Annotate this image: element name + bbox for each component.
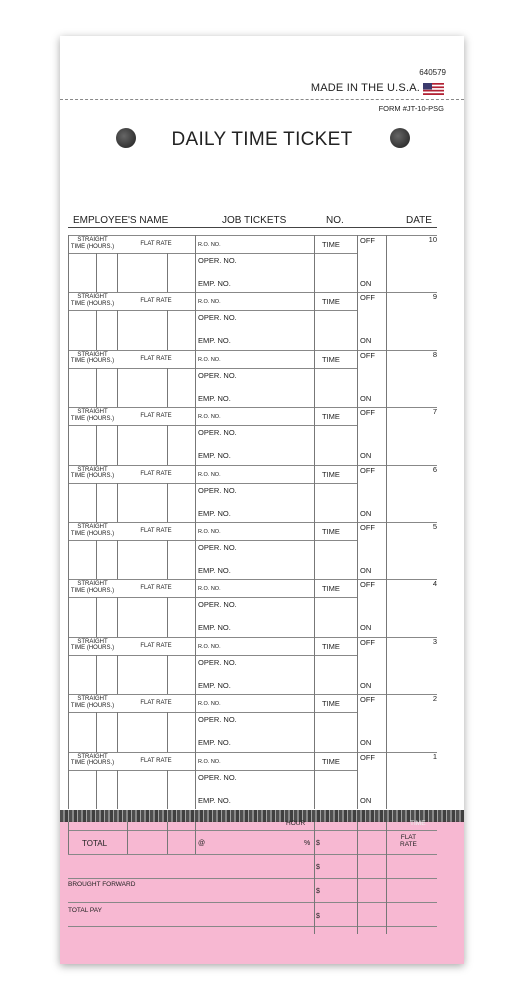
row-col-line — [386, 465, 387, 522]
row-mid-line — [195, 253, 357, 254]
oper-no-label: OPER. NO. — [198, 313, 237, 323]
ro-no-label: R.O. NO. — [198, 299, 221, 306]
straight-time-label: STRAIGHT TIME (HOURS.) — [70, 466, 115, 480]
row-mid-line — [195, 368, 357, 369]
row-col-line — [357, 292, 358, 349]
row-col-line — [96, 253, 97, 292]
row-col-line — [167, 425, 168, 464]
row-top-line — [68, 579, 437, 580]
row-col-line — [117, 483, 118, 522]
row-col-line — [117, 712, 118, 751]
row-col-line — [117, 310, 118, 349]
row-col-line — [386, 235, 387, 292]
time-label: TIME — [322, 641, 340, 651]
row-top-line — [68, 407, 437, 408]
summary-line — [68, 854, 437, 855]
row-col-line — [314, 235, 315, 292]
job-tickets-header: JOB TICKETS — [222, 215, 287, 226]
summary-col-line — [127, 822, 128, 854]
row-top-line — [68, 292, 437, 293]
row-col-line — [117, 770, 118, 809]
ro-no-label: R.O. NO. — [198, 643, 221, 650]
ro-no-label: R.O. NO. — [198, 471, 221, 478]
off-label: OFF — [360, 523, 375, 532]
summary-col-line — [314, 854, 315, 934]
off-label: OFF — [360, 465, 375, 475]
emp-no-label: EMP. NO. — [198, 623, 231, 633]
summary-line — [68, 830, 437, 831]
row-mid-line — [195, 483, 357, 484]
row-col-line — [96, 425, 97, 464]
off-label: OFF — [360, 752, 375, 762]
row-col-line — [96, 540, 97, 579]
row-col-line — [195, 752, 196, 809]
straight-time-label: STRAIGHT TIME (HOURS.) — [70, 409, 115, 422]
flat-rate-label: FLAT RATE — [140, 241, 172, 247]
row-col-line — [167, 368, 168, 407]
flat-rate-label: FLAT RATE — [140, 298, 172, 305]
on-label: ON — [360, 680, 372, 690]
on-label: ON — [360, 336, 372, 346]
flat-rate-label: FLAT RATE — [140, 757, 172, 764]
emp-no-label: EMP. NO. — [198, 738, 231, 748]
total-pay-label: TOTAL PAY — [68, 907, 102, 914]
off-label: OFF — [360, 637, 375, 647]
row-number: 4 — [432, 579, 437, 589]
row-col-line — [96, 368, 97, 407]
row-col-line — [167, 597, 168, 636]
time-label: TIME — [322, 527, 340, 536]
row-top-line — [68, 350, 437, 351]
row-col-line — [357, 407, 358, 464]
summary-col-line — [195, 822, 196, 854]
row-col-line — [96, 655, 97, 694]
row-col-line — [96, 483, 97, 522]
employee-name-header: EMPLOYEE'S NAME — [73, 215, 169, 226]
ro-no-label: R.O. NO. — [198, 356, 221, 363]
oper-no-label: OPER. NO. — [198, 485, 237, 495]
oper-no-label: OPER. NO. — [198, 715, 237, 725]
brought-forward-label: BROUGHT FORWARD — [68, 881, 136, 888]
oper-no-label: OPER. NO. — [198, 600, 237, 610]
row-col-line — [357, 522, 358, 579]
punch-hole-right — [390, 128, 410, 148]
off-label: OFF — [360, 695, 375, 705]
row-col-line — [314, 465, 315, 522]
off-label: OFF — [360, 236, 375, 245]
percent-symbol: % — [304, 840, 311, 847]
flat-rate-label: FLAT RATE — [140, 470, 172, 477]
row-col-line — [357, 752, 358, 809]
row-col-line — [117, 253, 118, 292]
row-top-line — [68, 637, 437, 638]
row-number: 6 — [432, 464, 437, 474]
oper-no-label: OPER. NO. — [198, 428, 237, 438]
straight-time-label: STRAIGHT TIME (HOURS.) — [70, 581, 115, 594]
time-label: TIME — [322, 297, 340, 307]
marble-strip — [60, 810, 464, 822]
ro-no-label: R.O. NO. — [198, 242, 221, 248]
row-col-line — [117, 540, 118, 579]
row-col-line — [314, 522, 315, 579]
flat-rate-label: FLAT RATE — [140, 355, 172, 362]
total-label: TOTAL — [82, 839, 108, 848]
no-header: NO. — [326, 215, 344, 226]
row-col-line — [96, 712, 97, 751]
row-col-line — [117, 597, 118, 636]
row-col-line — [117, 655, 118, 694]
row-col-line — [386, 752, 387, 809]
row-mid-line — [195, 655, 357, 656]
oper-no-label: OPER. NO. — [198, 657, 237, 667]
on-label: ON — [360, 738, 372, 748]
row-col-line — [167, 712, 168, 751]
straight-time-label: STRAIGHT TIME (HOURS.) — [70, 696, 115, 709]
hour-label: HOUR — [286, 820, 306, 827]
row-number: 7 — [432, 407, 437, 417]
row-col-line — [357, 350, 358, 407]
off-label: OFF — [360, 350, 375, 360]
on-label: ON — [360, 566, 372, 575]
row-col-line — [96, 597, 97, 636]
row-col-line — [386, 292, 387, 349]
off-label: OFF — [360, 580, 375, 590]
summary-col-line — [167, 822, 168, 854]
emp-no-label: EMP. NO. — [198, 680, 231, 690]
row-col-line — [195, 465, 196, 522]
flat-rate-summary-label: FLAT RATE — [400, 834, 417, 848]
row-top-line — [68, 694, 437, 695]
ro-no-label: R.O. NO. — [198, 758, 221, 765]
ro-no-label: R.O. NO. — [198, 529, 221, 535]
row-col-line — [167, 655, 168, 694]
row-col-line — [386, 637, 387, 694]
dollar-symbol: $ — [316, 840, 320, 847]
row-col-line — [314, 292, 315, 349]
row-col-line — [357, 465, 358, 522]
row-col-line — [167, 770, 168, 809]
row-col-line — [386, 522, 387, 579]
date-header: DATE — [406, 215, 432, 226]
row-col-line — [195, 407, 196, 464]
oper-no-label: OPER. NO. — [198, 256, 237, 265]
summary-col-line — [357, 822, 358, 854]
flat-rate-label: FLAT RATE — [140, 413, 172, 420]
emp-no-label: EMP. NO. — [198, 279, 231, 288]
on-label: ON — [360, 451, 372, 461]
row-col-line — [96, 310, 97, 349]
emp-no-label: EMP. NO. — [198, 566, 231, 575]
off-label: OFF — [360, 293, 375, 303]
form-title: DAILY TIME TICKET — [171, 129, 353, 150]
time-label-summary: TIME — [410, 820, 426, 827]
row-col-line — [195, 235, 196, 292]
row-col-line — [117, 425, 118, 464]
summary-col-line — [386, 822, 387, 854]
oper-no-label: OPER. NO. — [198, 543, 237, 552]
row-col-line — [195, 350, 196, 407]
row-col-line — [195, 522, 196, 579]
us-flag-icon — [423, 83, 444, 95]
row-col-line — [357, 579, 358, 636]
row-top-line — [68, 235, 437, 236]
flat-rate-label: FLAT RATE — [140, 700, 172, 707]
row-col-line — [195, 579, 196, 636]
ro-no-label: R.O. NO. — [198, 586, 221, 593]
row-top-line — [68, 522, 437, 523]
dollar-symbol: $ — [316, 913, 320, 920]
time-label: TIME — [322, 412, 340, 422]
dollar-symbol: $ — [316, 888, 320, 895]
row-col-line — [314, 350, 315, 407]
emp-no-label: EMP. NO. — [198, 795, 231, 805]
row-col-line — [195, 292, 196, 349]
row-top-line — [68, 465, 437, 466]
row-number: 8 — [432, 349, 437, 359]
emp-no-label: EMP. NO. — [198, 393, 231, 403]
row-col-line — [386, 694, 387, 751]
row-mid-line — [195, 310, 357, 311]
summary-col-line — [314, 822, 315, 854]
row-col-line — [167, 310, 168, 349]
row-number: 9 — [432, 292, 437, 302]
row-col-line — [357, 694, 358, 751]
row-number: 5 — [432, 522, 437, 531]
on-label: ON — [360, 508, 372, 518]
row-number: 2 — [432, 694, 437, 704]
row-mid-line — [195, 597, 357, 598]
row-col-line — [386, 350, 387, 407]
row-col-line — [314, 637, 315, 694]
row-mid-line — [195, 770, 357, 771]
summary-line — [68, 878, 437, 879]
summary-line — [68, 926, 437, 927]
row-col-line — [314, 694, 315, 751]
on-label: ON — [360, 623, 372, 633]
row-col-line — [386, 407, 387, 464]
row-col-line — [357, 637, 358, 694]
dollar-symbol: $ — [316, 864, 320, 871]
time-label: TIME — [322, 584, 340, 594]
time-label: TIME — [322, 756, 340, 766]
ro-no-label: R.O. NO. — [198, 414, 221, 421]
made-in-usa-label: MADE IN THE U.S.A. — [310, 82, 420, 94]
straight-time-label: STRAIGHT TIME (HOURS.) — [70, 524, 115, 537]
perforation-line — [60, 99, 464, 100]
flat-rate-label: FLAT RATE — [140, 642, 172, 649]
row-mid-line — [195, 540, 357, 541]
on-label: ON — [360, 279, 372, 288]
row-col-line — [195, 694, 196, 751]
row-top-line — [68, 752, 437, 753]
flat-rate-label: FLAT RATE — [140, 528, 172, 534]
row-col-line — [117, 368, 118, 407]
row-col-line — [195, 637, 196, 694]
straight-time-label: STRAIGHT TIME (HOURS.) — [70, 753, 115, 767]
straight-time-label: STRAIGHT TIME (HOURS.) — [70, 351, 115, 365]
row-col-line — [314, 407, 315, 464]
header-underline — [68, 227, 437, 228]
on-label: ON — [360, 393, 372, 403]
time-ticket-form — [60, 36, 464, 964]
at-symbol: @ — [198, 840, 206, 847]
row-number: 3 — [432, 636, 437, 646]
row-col-line — [314, 752, 315, 809]
emp-no-label: EMP. NO. — [198, 508, 231, 518]
ro-no-label: R.O. NO. — [198, 701, 221, 708]
summary-col-line — [386, 854, 387, 934]
row-mid-line — [195, 425, 357, 426]
form-code: FORM #JT-10-PSG — [378, 104, 444, 113]
emp-no-label: EMP. NO. — [198, 451, 231, 461]
on-label: ON — [360, 795, 372, 805]
summary-line — [68, 902, 437, 903]
off-label: OFF — [360, 408, 375, 418]
row-col-line — [167, 483, 168, 522]
time-label: TIME — [322, 699, 340, 709]
row-number: 10 — [428, 235, 437, 244]
row-col-line — [314, 579, 315, 636]
oper-no-label: OPER. NO. — [198, 772, 237, 782]
straight-time-label: STRAIGHT TIME (HOURS.) — [70, 294, 115, 307]
summary-col-line — [357, 854, 358, 934]
row-col-line — [167, 540, 168, 579]
straight-time-label: STRAIGHT TIME (HOURS.) — [70, 237, 115, 250]
emp-no-label: EMP. NO. — [198, 336, 231, 346]
oper-no-label: OPER. NO. — [198, 370, 237, 380]
flat-rate-label: FLAT RATE — [140, 585, 172, 592]
straight-time-label: STRAIGHT TIME (HOURS.) — [70, 638, 115, 652]
time-label: TIME — [322, 240, 340, 249]
row-col-line — [96, 770, 97, 809]
form-number: 640579 — [419, 68, 446, 77]
row-number: 1 — [432, 751, 437, 761]
row-col-line — [167, 253, 168, 292]
row-mid-line — [195, 712, 357, 713]
row-col-line — [357, 235, 358, 292]
time-label: TIME — [322, 469, 340, 479]
time-label: TIME — [322, 354, 340, 364]
summary-col-line — [68, 822, 69, 854]
row-col-line — [386, 579, 387, 636]
